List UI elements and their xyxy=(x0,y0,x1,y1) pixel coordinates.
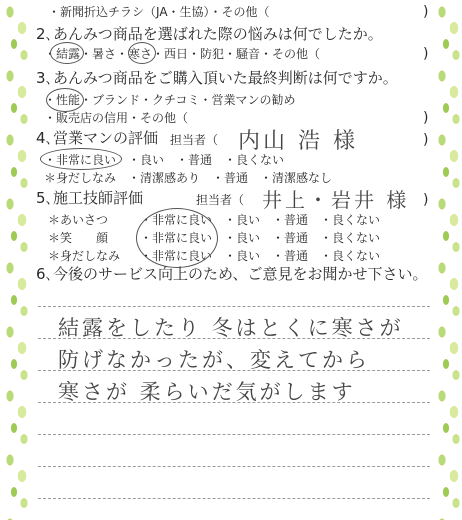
q4-title: 4､営業マンの評価 xyxy=(36,129,159,147)
q4-rating-row1: ・非常に良い ・良い ・普通 ・良くない xyxy=(44,153,285,167)
answer-rule xyxy=(38,402,430,403)
q1-close-paren: ) xyxy=(423,4,429,20)
q5-title: 5､施工技師評価 xyxy=(36,189,144,207)
q5-person-name: 井上・岩井 様 xyxy=(262,188,410,212)
q5-person-label: 担当者（ xyxy=(196,193,245,207)
q2-close-paren: ) xyxy=(423,46,429,62)
q3-title: 3､あんみつ商品をご購入頂いた最終判断は何ですか。 xyxy=(36,69,398,87)
q3-options-line1: ・性能・ブランド・クチコミ・営業マンの勧め xyxy=(44,93,296,107)
answer-rule xyxy=(38,434,430,435)
answer-rule xyxy=(38,370,430,371)
q3-options-line2: ・販売店の信用・その他（ xyxy=(44,111,189,125)
q4-close-paren: ) xyxy=(423,132,429,148)
answer-rule xyxy=(38,338,430,339)
q6-answer-line: 結露をしたり 冬はとくに寒さが xyxy=(58,316,404,340)
q6-answer-line: 寒さが 柔らいだ気がします xyxy=(58,380,356,404)
q4-person-name: 内山 浩 様 xyxy=(238,129,358,154)
q1-options-tail: ・新聞折込チラシ（JA・生協）・その他（ xyxy=(48,5,270,19)
q5-row-label: ＊身だしなみ xyxy=(48,249,121,263)
q2-options: ・結露・暑さ・寒さ・西日・防犯・騒音・その他（ xyxy=(44,47,321,61)
q2-answer-circle-ketsuro xyxy=(50,42,84,64)
q5-row-label: ＊あいさつ xyxy=(48,213,109,227)
q4-person-label: 担当者（ xyxy=(170,133,219,147)
q5-close-paren: ) xyxy=(423,192,429,208)
q5-row-options: ・非常に良い ・良い ・普通 ・良くない xyxy=(140,231,381,245)
answer-rule xyxy=(38,498,430,499)
q4-answer-circle xyxy=(40,148,122,170)
answer-rule xyxy=(38,466,430,467)
answer-rule xyxy=(38,306,430,307)
left-leaf-border xyxy=(0,0,30,520)
q5-answer-circle xyxy=(136,208,218,268)
q5-row-label: ＊笑 顔 xyxy=(48,231,109,245)
right-leaf-border xyxy=(432,0,462,520)
q3-close-paren: ) xyxy=(423,110,429,126)
q6-title: 6､今後のサービス向上のため、ご意見をお聞かせ下さい。 xyxy=(36,265,428,283)
q3-answer-circle-seino xyxy=(46,88,84,112)
q4-rating-row2: ＊身だしなみ ・清潔感あり ・普通 ・清潔感なし xyxy=(44,171,333,185)
q6-answer-line: 防げなかったが、変えてから xyxy=(58,348,370,372)
q5-row-options: ・非常に良い ・良い ・普通 ・良くない xyxy=(140,249,381,263)
q5-row-options: ・非常に良い ・良い ・普通 ・良くない xyxy=(140,213,381,227)
q2-title: 2､あんみつ商品を選ばれた際の悩みは何でしたか。 xyxy=(36,25,383,43)
q2-answer-circle-samusa xyxy=(128,42,156,64)
